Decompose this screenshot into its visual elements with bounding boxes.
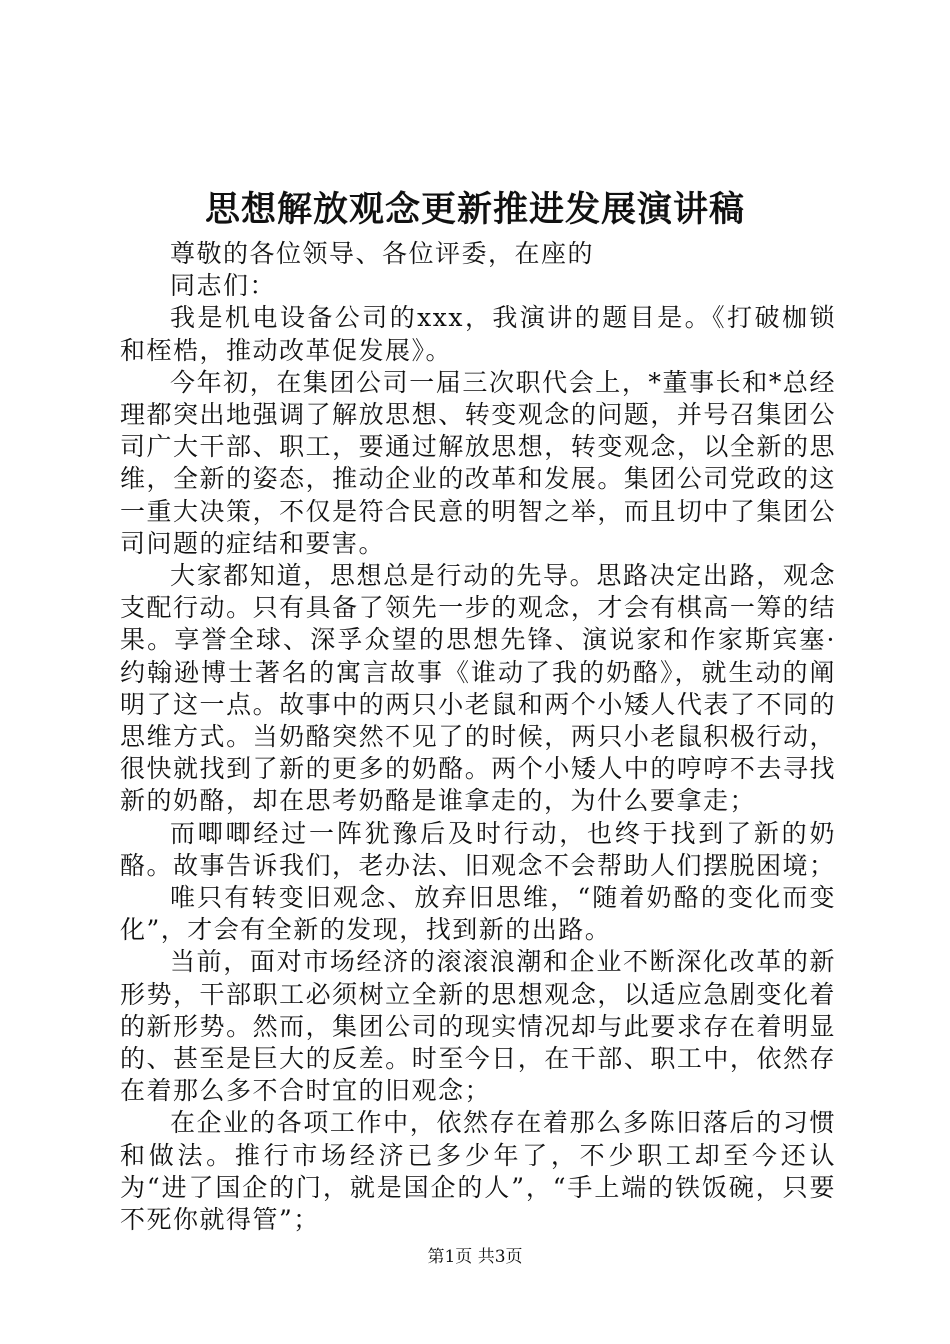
document-body	[120, 238, 836, 1236]
paragraph: 我是机电设备公司的xxx，我演讲的题目是。《打破枷锁和桎梏，推动改革促发展》。	[120, 303, 836, 365]
paragraph: 今年初，在集团公司一届三次职代会上，*董事长和*总经理都突出地强调了解放思想、转变观念的问题，并号召集团公司广大干部、职工，要通过解放思想，转变观念，以全新的思维，全新的姿态，推动企业的改革和发展。集团公司党政的这一重大决策，不仅是符合民意的明智之举，而且切中了集团公司问题的症结和要害。	[120, 367, 836, 558]
paragraph: 当前，面对市场经济的滚滚浪潮和企业不断深化改革的新形势，干部职工必须树立全新的思想观念，以适应急剧变化着的新形势。然而，集团公司的现实情况却与此要求存在着明显的、甚至是巨大的反差。时至今日，在干部、职工中，依然存在着那么多不合时宜的旧观念；	[120, 947, 836, 1106]
paragraph: 在企业的各项工作中，依然存在着那么多陈旧落后的习惯和做法。推行市场经济已多少年了，不少职工却至今还认为“进了国企的门，就是国企的人”，“手上端的铁饭碗，只要不死你就得管”；	[120, 1108, 836, 1235]
salutation-line-1: 尊敬的各位领导、各位评委，在座的	[170, 239, 595, 268]
paragraph: 而唧唧经过一阵犹豫后及时行动，也终于找到了新的奶酪。故事告诉我们，老办法、旧观念不会帮助人们摆脱困境；	[120, 818, 836, 880]
paragraph: 大家都知道，思想总是行动的先导。思路决定出路，观念支配行动。只有具备了领先一步的观念，才会有棋高一筹的结果。享誉全球、深孚众望的思想先锋、演说家和作家斯宾塞·约翰逊博士著名的寓言故事《谁动了我的奶酪》，就生动的阐明了这一点。故事中的两只小老鼠和两个小矮人代表了不同的思维方式。当奶酪突然不见了的时候，两只小老鼠积极行动，很快就找到了新的更多的奶酪。两个小矮人中的哼哼不去寻找新的奶酪，却在思考奶酪是谁拿走的，为什么要拿走；	[120, 561, 836, 816]
document-title: 思想解放观念更新推进发展演讲稿	[204, 189, 745, 230]
salutation-line-2: 同志们：	[170, 271, 277, 301]
paragraph: 唯只有转变旧观念、放弃旧思维，“随着奶酪的变化而变化”，才会有全新的发现，找到新的出路。	[120, 883, 836, 945]
page-number-footer: 第1页 共3页	[427, 1247, 523, 1267]
